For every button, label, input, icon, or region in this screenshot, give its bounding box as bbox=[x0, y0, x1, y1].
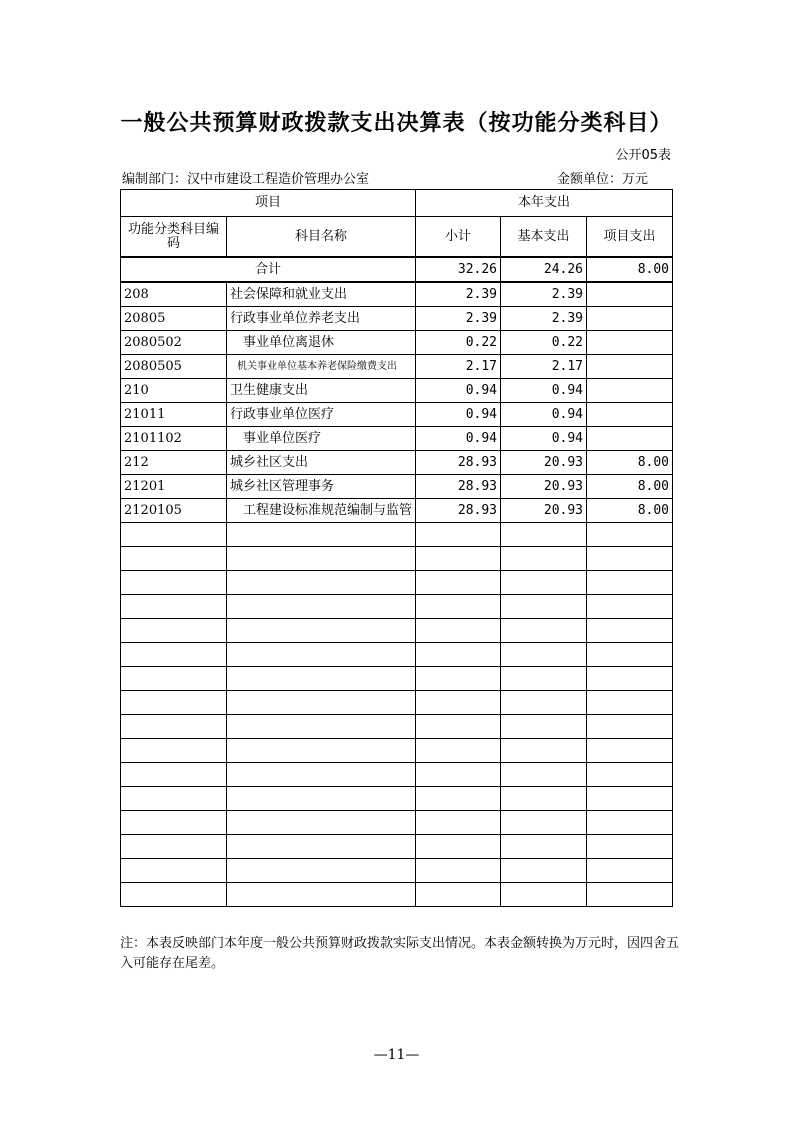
empty-row bbox=[121, 691, 673, 715]
empty-cell bbox=[121, 643, 227, 667]
empty-cell bbox=[227, 859, 416, 883]
empty-cell bbox=[587, 619, 673, 643]
empty-cell bbox=[121, 547, 227, 571]
empty-row bbox=[121, 667, 673, 691]
row-name: 机关事业单位基本养老保险缴费支出 bbox=[227, 355, 416, 379]
empty-cell bbox=[416, 619, 501, 643]
empty-cell bbox=[587, 715, 673, 739]
empty-cell bbox=[587, 811, 673, 835]
footnote: 注：本表反映部门本年度一般公共预算财政拨款实际支出情况。本表金额转换为万元时，因四舍五入可能存在尾差。 bbox=[120, 936, 680, 971]
empty-cell bbox=[227, 715, 416, 739]
empty-cell bbox=[227, 595, 416, 619]
empty-cell bbox=[587, 859, 673, 883]
header-name: 科目名称 bbox=[227, 217, 416, 258]
table-row bbox=[121, 403, 673, 427]
row-code: 2120105 bbox=[121, 499, 227, 523]
empty-cell bbox=[501, 787, 587, 811]
total-subtotal: 32.26 bbox=[416, 257, 501, 282]
row-project bbox=[587, 379, 673, 403]
empty-cell bbox=[121, 835, 227, 859]
header-project: 项目支出 bbox=[587, 217, 673, 258]
empty-cell bbox=[227, 763, 416, 787]
empty-cell bbox=[501, 883, 587, 907]
empty-cell bbox=[587, 547, 673, 571]
table-row bbox=[121, 451, 673, 475]
empty-cell bbox=[501, 619, 587, 643]
row-basic: 0.94 bbox=[501, 403, 587, 427]
empty-row bbox=[121, 619, 673, 643]
row-name: 城乡社区管理事务 bbox=[227, 475, 416, 499]
empty-cell bbox=[501, 715, 587, 739]
row-basic: 0.94 bbox=[501, 427, 587, 451]
row-basic: 20.93 bbox=[501, 475, 587, 499]
row-subtotal: 2.17 bbox=[416, 355, 501, 379]
empty-cell bbox=[121, 859, 227, 883]
empty-cell bbox=[121, 619, 227, 643]
header-basic: 基本支出 bbox=[501, 217, 587, 258]
empty-cell bbox=[227, 739, 416, 763]
empty-cell bbox=[121, 691, 227, 715]
empty-cell bbox=[501, 595, 587, 619]
table-row bbox=[121, 379, 673, 403]
empty-cell bbox=[501, 571, 587, 595]
header-row-1 bbox=[121, 190, 673, 217]
row-basic: 2.17 bbox=[501, 355, 587, 379]
expenditure-table bbox=[120, 189, 673, 907]
table-row bbox=[121, 355, 673, 379]
empty-cell bbox=[121, 787, 227, 811]
page-title: 一般公共预算财政拨款支出决算表（按功能分类科目） bbox=[120, 111, 673, 136]
empty-cell bbox=[416, 715, 501, 739]
empty-cell bbox=[587, 523, 673, 547]
row-name: 社会保障和就业支出 bbox=[227, 282, 416, 307]
empty-row bbox=[121, 739, 673, 763]
row-basic: 20.93 bbox=[501, 451, 587, 475]
row-project bbox=[587, 355, 673, 379]
table-row bbox=[121, 427, 673, 451]
page-number: —11— bbox=[373, 1047, 420, 1063]
empty-cell bbox=[501, 547, 587, 571]
row-project: 8.00 bbox=[587, 451, 673, 475]
row-subtotal: 28.93 bbox=[416, 499, 501, 523]
header-subtotal: 小计 bbox=[416, 217, 501, 258]
empty-cell bbox=[587, 571, 673, 595]
empty-cell bbox=[416, 643, 501, 667]
row-subtotal: 2.39 bbox=[416, 307, 501, 331]
empty-cell bbox=[501, 667, 587, 691]
empty-cell bbox=[501, 691, 587, 715]
empty-cell bbox=[587, 691, 673, 715]
row-project: 8.00 bbox=[587, 499, 673, 523]
empty-cell bbox=[121, 667, 227, 691]
row-name: 行政事业单位养老支出 bbox=[227, 307, 416, 331]
row-subtotal: 0.94 bbox=[416, 403, 501, 427]
empty-cell bbox=[416, 811, 501, 835]
empty-cell bbox=[587, 739, 673, 763]
empty-cell bbox=[501, 859, 587, 883]
empty-cell bbox=[227, 787, 416, 811]
header-code: 功能分类科目编码 bbox=[121, 217, 227, 258]
row-basic: 2.39 bbox=[501, 307, 587, 331]
total-label: 合计 bbox=[121, 257, 416, 282]
empty-cell bbox=[121, 883, 227, 907]
empty-cell bbox=[227, 835, 416, 859]
empty-cell bbox=[501, 643, 587, 667]
empty-cell bbox=[416, 739, 501, 763]
row-subtotal: 0.94 bbox=[416, 427, 501, 451]
empty-cell bbox=[121, 571, 227, 595]
row-name: 城乡社区支出 bbox=[227, 451, 416, 475]
empty-row bbox=[121, 811, 673, 835]
empty-cell bbox=[121, 595, 227, 619]
header-item: 项目 bbox=[121, 190, 416, 217]
empty-row bbox=[121, 523, 673, 547]
row-project bbox=[587, 282, 673, 307]
row-code: 2080502 bbox=[121, 331, 227, 355]
empty-cell bbox=[587, 595, 673, 619]
empty-cell bbox=[501, 835, 587, 859]
row-name: 事业单位离退休 bbox=[227, 331, 416, 355]
unit-label: 金额单位：万元 bbox=[556, 172, 648, 187]
row-name: 行政事业单位医疗 bbox=[227, 403, 416, 427]
table-row bbox=[121, 331, 673, 355]
empty-cell bbox=[416, 571, 501, 595]
row-code: 21201 bbox=[121, 475, 227, 499]
empty-row bbox=[121, 547, 673, 571]
header-row-2 bbox=[121, 217, 673, 258]
row-basic: 0.94 bbox=[501, 379, 587, 403]
row-project bbox=[587, 403, 673, 427]
empty-cell bbox=[416, 859, 501, 883]
empty-cell bbox=[121, 739, 227, 763]
row-code: 21011 bbox=[121, 403, 227, 427]
row-subtotal: 0.22 bbox=[416, 331, 501, 355]
row-project bbox=[587, 307, 673, 331]
empty-cell bbox=[227, 811, 416, 835]
empty-cell bbox=[587, 883, 673, 907]
empty-row bbox=[121, 883, 673, 907]
empty-cell bbox=[416, 595, 501, 619]
empty-cell bbox=[587, 667, 673, 691]
empty-cell bbox=[501, 739, 587, 763]
empty-cell bbox=[227, 667, 416, 691]
row-code: 20805 bbox=[121, 307, 227, 331]
empty-cell bbox=[121, 715, 227, 739]
row-project: 8.00 bbox=[587, 475, 673, 499]
total-project: 8.00 bbox=[587, 257, 673, 282]
empty-cell bbox=[416, 691, 501, 715]
empty-cell bbox=[587, 763, 673, 787]
header-current-year: 本年支出 bbox=[416, 190, 673, 217]
total-basic: 24.26 bbox=[501, 257, 587, 282]
empty-row bbox=[121, 763, 673, 787]
row-basic: 2.39 bbox=[501, 282, 587, 307]
empty-cell bbox=[416, 787, 501, 811]
row-code: 208 bbox=[121, 282, 227, 307]
empty-row bbox=[121, 859, 673, 883]
row-subtotal: 0.94 bbox=[416, 379, 501, 403]
empty-cell bbox=[416, 547, 501, 571]
empty-cell bbox=[501, 523, 587, 547]
empty-cell bbox=[587, 787, 673, 811]
empty-row bbox=[121, 643, 673, 667]
empty-cell bbox=[227, 883, 416, 907]
row-code: 2101102 bbox=[121, 427, 227, 451]
table-row bbox=[121, 475, 673, 499]
empty-cell bbox=[416, 763, 501, 787]
empty-cell bbox=[587, 835, 673, 859]
row-code: 212 bbox=[121, 451, 227, 475]
empty-cell bbox=[416, 835, 501, 859]
empty-row bbox=[121, 787, 673, 811]
row-subtotal: 28.93 bbox=[416, 475, 501, 499]
empty-row bbox=[121, 835, 673, 859]
empty-cell bbox=[121, 523, 227, 547]
empty-row bbox=[121, 595, 673, 619]
row-subtotal: 2.39 bbox=[416, 282, 501, 307]
empty-cell bbox=[121, 811, 227, 835]
table-row bbox=[121, 307, 673, 331]
department-label: 编制部门：汉中市建设工程造价管理办公室 bbox=[122, 172, 370, 187]
empty-row bbox=[121, 571, 673, 595]
empty-cell bbox=[227, 619, 416, 643]
table-row bbox=[121, 499, 673, 523]
empty-row bbox=[121, 715, 673, 739]
empty-cell bbox=[121, 763, 227, 787]
empty-cell bbox=[587, 643, 673, 667]
empty-cell bbox=[227, 547, 416, 571]
empty-cell bbox=[227, 523, 416, 547]
empty-cell bbox=[227, 643, 416, 667]
row-name: 事业单位医疗 bbox=[227, 427, 416, 451]
empty-cell bbox=[227, 571, 416, 595]
empty-cell bbox=[416, 667, 501, 691]
table-row bbox=[121, 282, 673, 307]
row-code: 2080505 bbox=[121, 355, 227, 379]
row-subtotal: 28.93 bbox=[416, 451, 501, 475]
row-code: 210 bbox=[121, 379, 227, 403]
total-row bbox=[121, 257, 673, 282]
row-basic: 20.93 bbox=[501, 499, 587, 523]
empty-cell bbox=[227, 691, 416, 715]
row-project bbox=[587, 427, 673, 451]
form-number: 公开05表 bbox=[615, 148, 671, 163]
row-project bbox=[587, 331, 673, 355]
row-basic: 0.22 bbox=[501, 331, 587, 355]
empty-cell bbox=[416, 523, 501, 547]
empty-cell bbox=[416, 883, 501, 907]
empty-cell bbox=[501, 811, 587, 835]
row-name: 卫生健康支出 bbox=[227, 379, 416, 403]
row-name: 工程建设标准规范编制与监管 bbox=[227, 499, 416, 523]
empty-cell bbox=[501, 763, 587, 787]
